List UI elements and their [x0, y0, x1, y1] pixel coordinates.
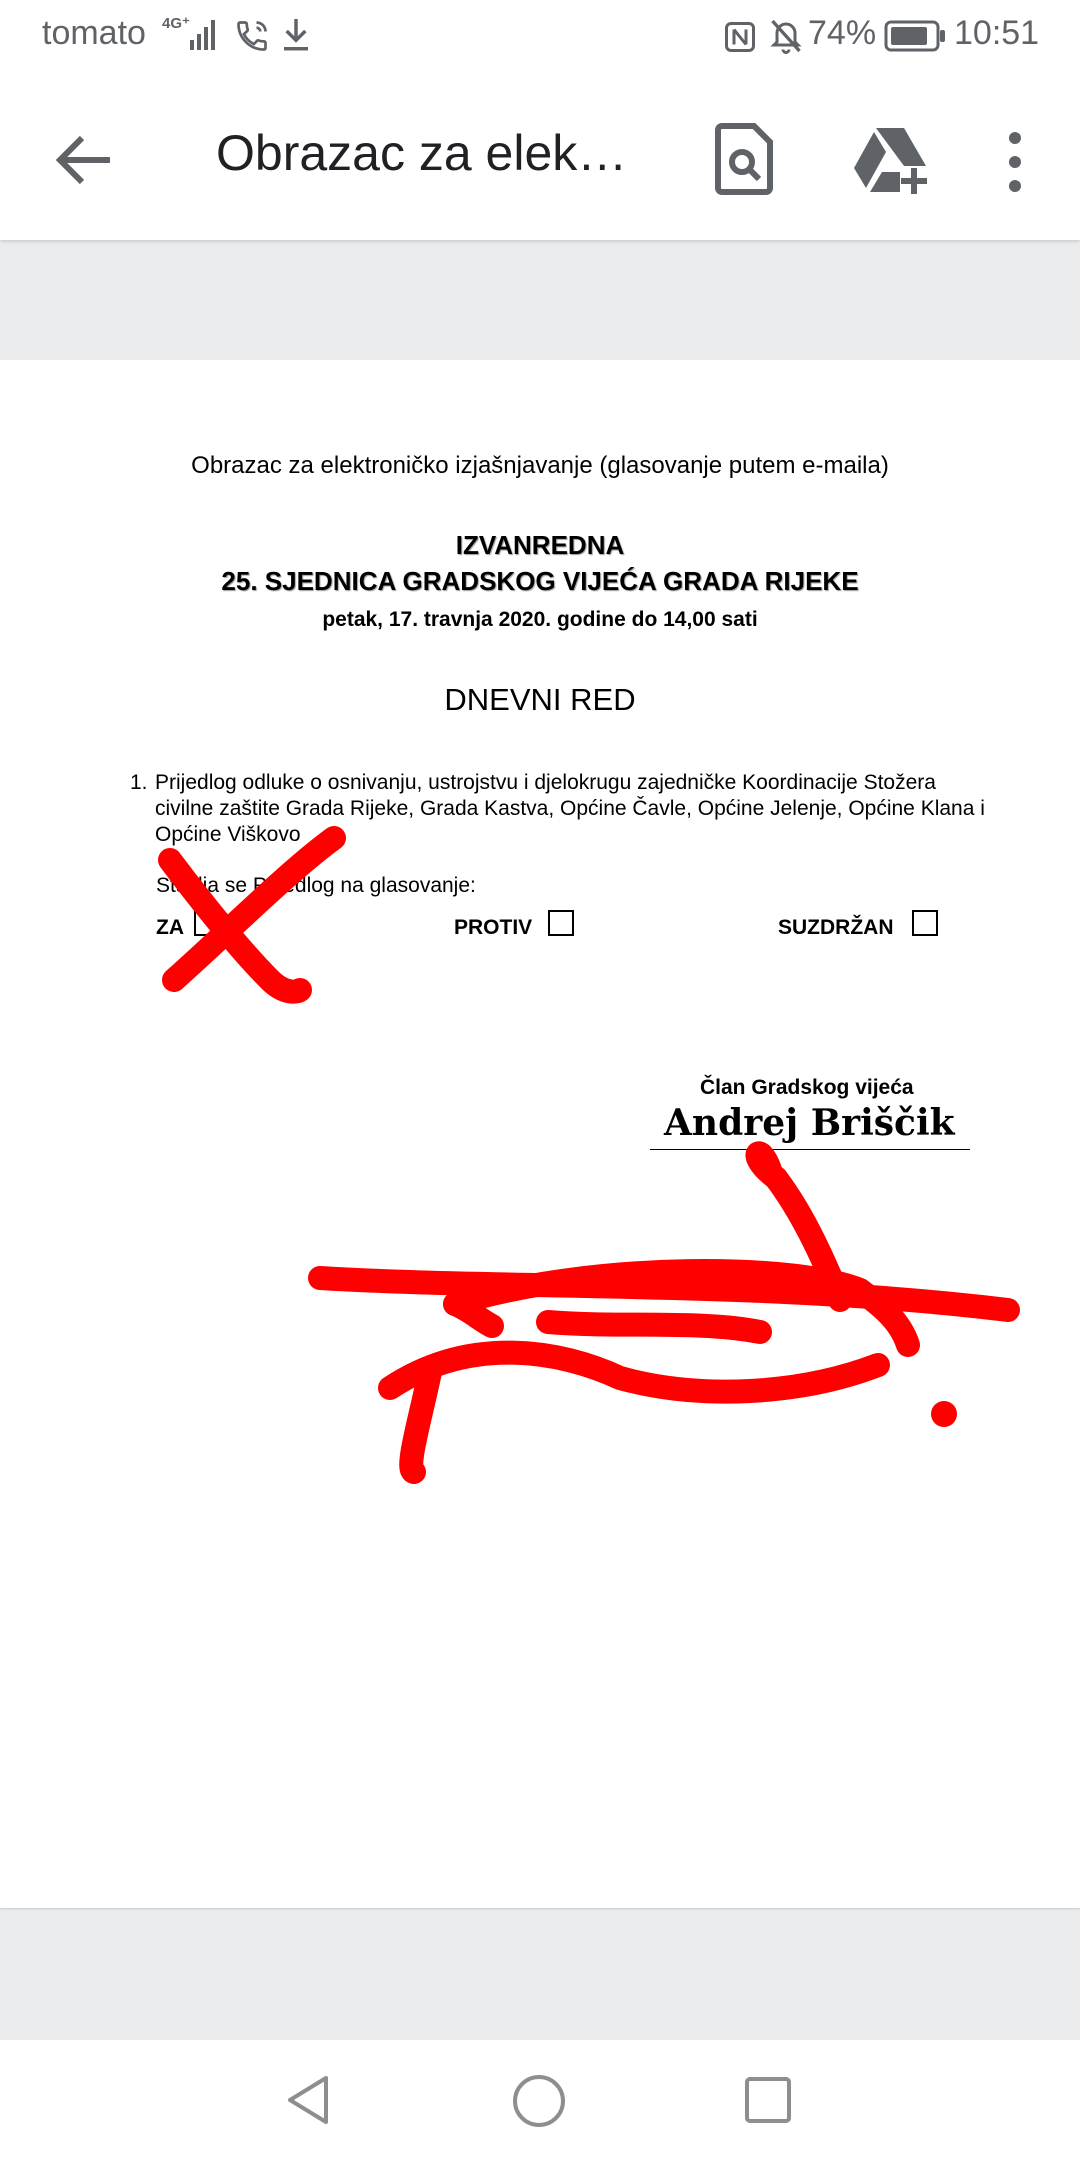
network-type: 4G⁺	[162, 15, 190, 32]
signal-icon	[162, 12, 222, 56]
agenda-title: DNEVNI RED	[444, 682, 636, 717]
app-bar	[0, 76, 1080, 240]
more-options-icon[interactable]	[1000, 128, 1030, 200]
red-dot-icon	[931, 1401, 957, 1427]
navigation-bar	[0, 2040, 1080, 2160]
status-bar	[0, 0, 1080, 76]
battery-icon	[884, 20, 946, 52]
option-against-label: PROTIV	[454, 916, 533, 939]
document-title: Obrazac za elek…	[216, 125, 628, 181]
mute-bell-icon	[768, 16, 804, 56]
download-icon	[280, 16, 312, 54]
form-title: Obrazac za elektroničko izjašnjavanje (glasovanje putem e-maila)	[191, 452, 889, 479]
option-for-label: ZA	[156, 916, 184, 939]
nav-home-icon[interactable]	[512, 2074, 566, 2128]
date-line: petak, 17. travnja 2020. godine do 14,00 sati	[322, 608, 758, 631]
find-in-document-icon[interactable]	[708, 120, 780, 196]
document-page[interactable]	[0, 360, 1080, 1908]
heading-line-2: 25. SJEDNICA GRADSKOG VIJEĆA GRADA RIJEKE	[221, 566, 859, 596]
nav-recent-apps-icon[interactable]	[744, 2076, 792, 2124]
heading-line-1: IZVANREDNA	[455, 530, 625, 560]
option-abstain-label: SUZDRŽAN	[778, 916, 894, 939]
nfc-icon	[722, 18, 758, 56]
red-signature-icon	[320, 1153, 1008, 1472]
agenda-item-text: Prijedlog odluke o osnivanju, ustrojstvu i djelokrugu zajedničke Koordinacije Stožera civilne zaštite Grada Rijeke, Grada Kastva, Općine Čavle, Općine Jelenje, Općine Klana i Općine Viškovo	[155, 771, 985, 846]
battery-percent: 74%	[808, 14, 877, 52]
wifi-calling-icon	[234, 18, 270, 54]
red-x-mark-icon	[170, 838, 334, 992]
vote-prompt: Stavlja se Prijedlog na glasovanje:	[156, 874, 476, 897]
clock: 10:51	[954, 14, 1040, 52]
carrier-name: tomato	[42, 14, 146, 52]
nav-back-icon[interactable]	[284, 2074, 332, 2126]
handwritten-marks	[0, 360, 1080, 1908]
member-label: Član Gradskog vijeća	[700, 1076, 914, 1099]
agenda-item-number: 1.	[130, 771, 148, 794]
add-to-drive-icon[interactable]	[850, 120, 930, 196]
member-name: Andrej Briščik	[664, 1102, 955, 1144]
back-arrow-icon[interactable]	[48, 124, 120, 196]
